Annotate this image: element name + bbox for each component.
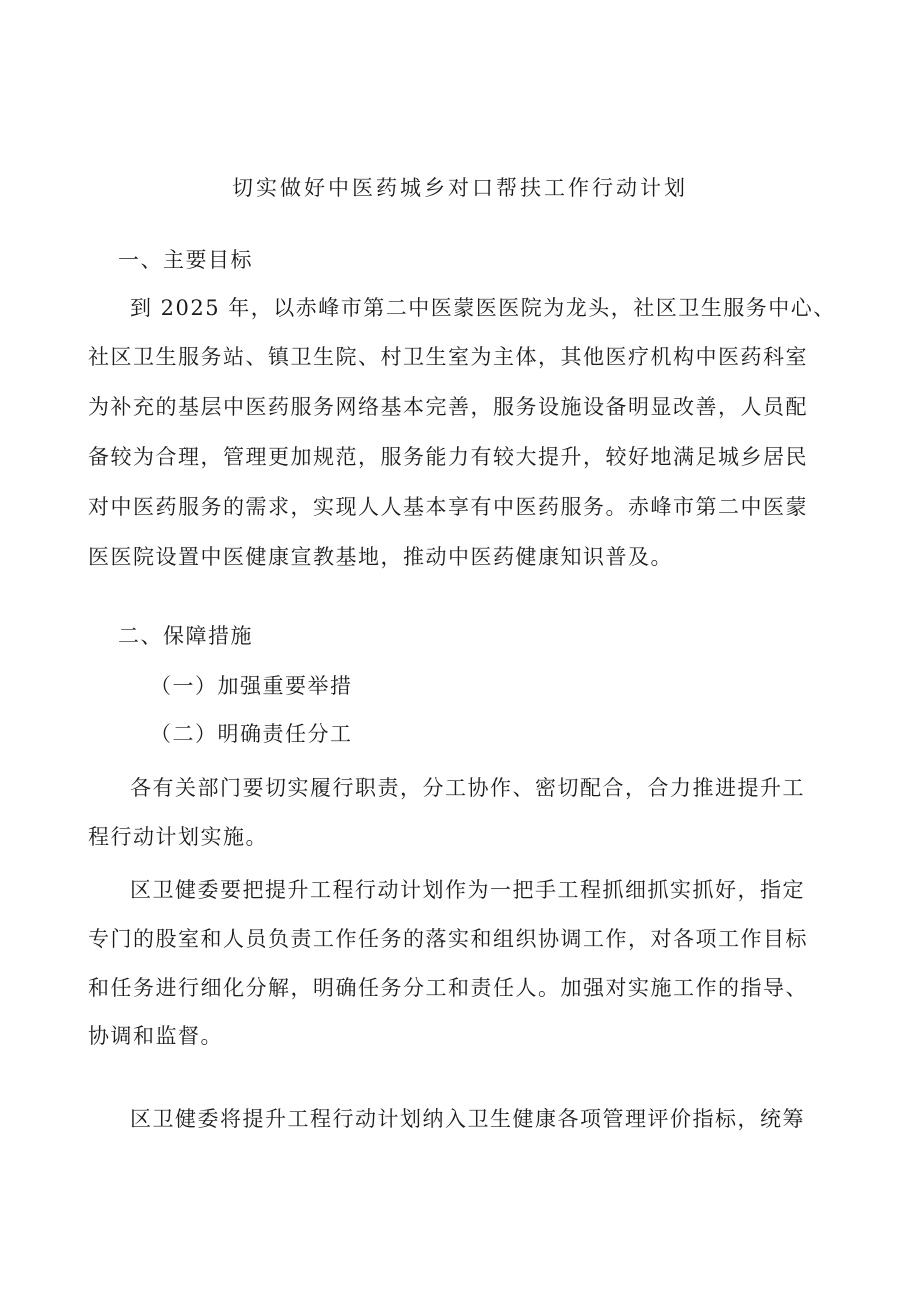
paragraph-line: 和任务进行细化分解，明确任务分工和责任人。加强对实施工作的指导、 xyxy=(88,976,808,1000)
paragraph-line: 区卫健委将提升工程行动计划纳入卫生健康各项管理评价指标，统筹 xyxy=(130,1107,805,1131)
subsection-heading-2: （二）明确责任分工 xyxy=(150,722,353,746)
paragraph-line: 到 2025 年，以赤峰市第二中医蒙医医院为龙头，社区卫生服务中心、 xyxy=(130,296,836,320)
paragraph-line: 为补充的基层中医药服务网络基本完善，服务设施设备明显改善，人员配 xyxy=(88,395,808,419)
paragraph-line: 各有关部门要切实履行职责，分工协作、密切配合，合力推进提升工 xyxy=(130,776,805,800)
paragraph-line: 医医院设置中医健康宣教基地，推动中医药健康知识普及。 xyxy=(88,545,673,569)
document-title: 切实做好中医药城乡对口帮扶工作行动计划 xyxy=(232,176,688,200)
paragraph-line: 区卫健委要把提升工程行动计划作为一把手工程抓细抓实抓好，指定 xyxy=(130,878,805,902)
section-heading-goals: 一、主要目标 xyxy=(118,248,253,272)
paragraph-line: 社区卫生服务站、镇卫生院、村卫生室为主体，其他医疗机构中医药科室 xyxy=(88,345,808,369)
paragraph-line: 程行动计划实施。 xyxy=(88,825,268,849)
paragraph-line: 对中医药服务的需求，实现人人基本享有中医药服务。赤峰市第二中医蒙 xyxy=(88,495,808,519)
paragraph-line: 专门的股室和人员负责工作任务的落实和组织协调工作，对各项工作目标 xyxy=(88,927,808,951)
subsection-heading-1: （一）加强重要举措 xyxy=(150,674,353,698)
paragraph-line: 协调和监督。 xyxy=(88,1024,223,1048)
section-heading-measures: 二、保障措施 xyxy=(118,624,253,648)
paragraph-line: 备较为合理，管理更加规范，服务能力有较大提升，较好地满足城乡居民 xyxy=(88,445,808,469)
